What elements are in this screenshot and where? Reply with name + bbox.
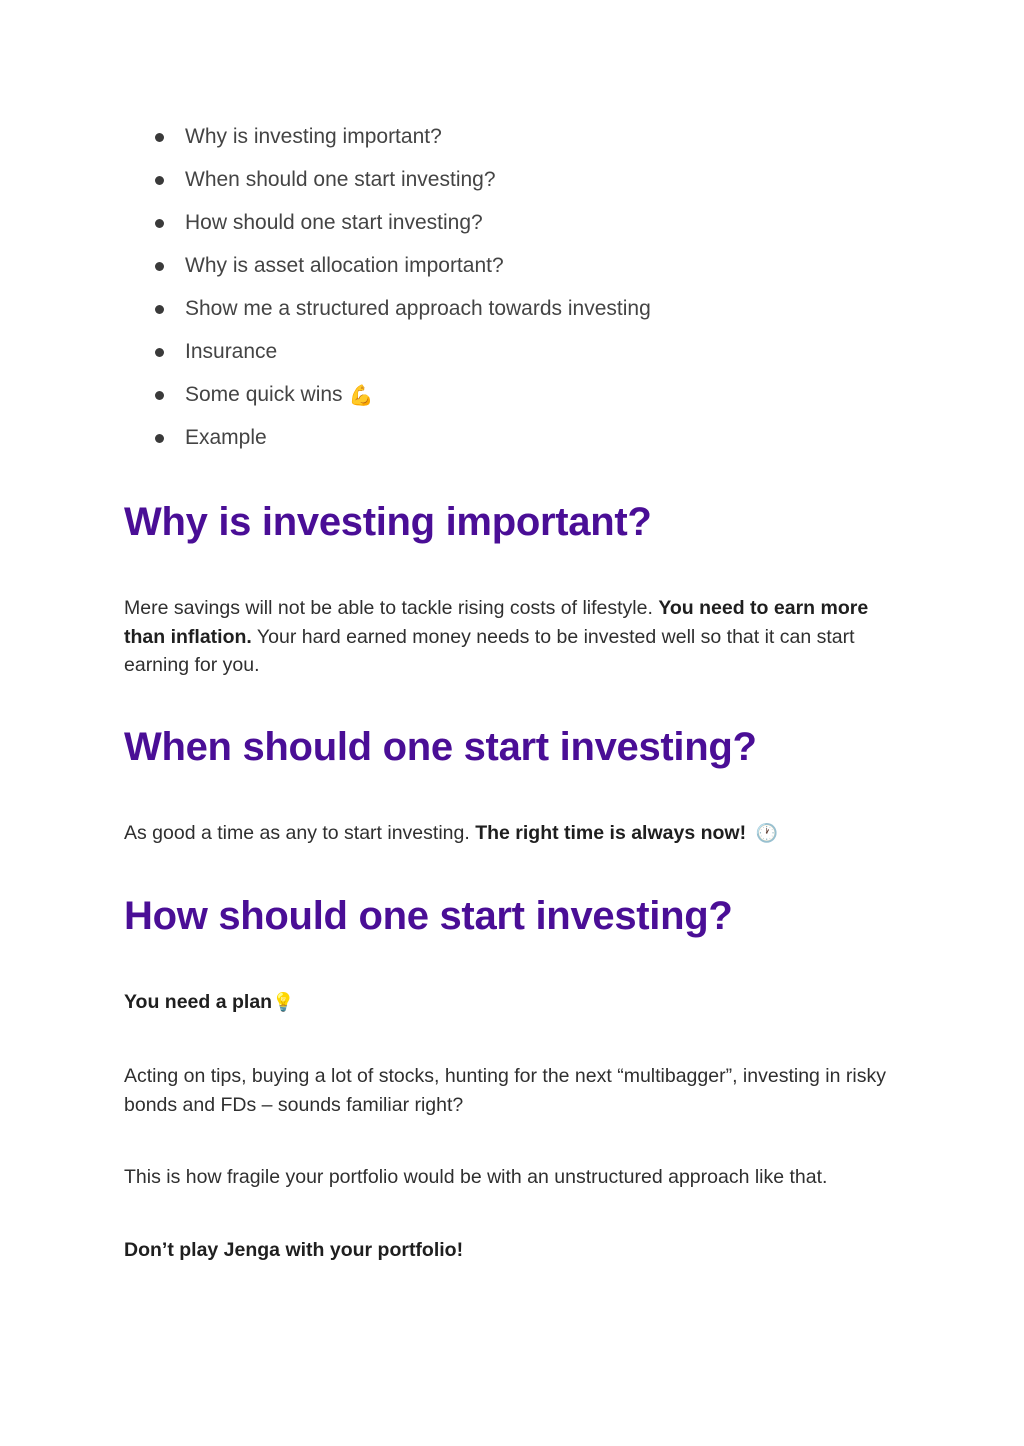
why-text-2: Your hard earned money needs to be invested well so that it can start earning for you.	[124, 625, 855, 676]
how-paragraph-1: Acting on tips, buying a lot of stocks, hunting for the next “multibagger”, investing in risky bonds and FDs – sounds familiar right?	[124, 1065, 886, 1116]
closing-line: Don’t play Jenga with your portfolio!	[124, 1239, 464, 1261]
contents-item-label: When should one start investing?	[185, 168, 496, 191]
contents-item[interactable]	[155, 380, 373, 410]
why-text-1: Mere savings will not be able to tackle rising costs of lifestyle.	[124, 597, 653, 619]
section-heading-why: Why is investing important?	[124, 500, 652, 544]
contents-item-label: Show me a structured approach towards investing	[185, 297, 651, 320]
contents-item-label: Why is asset allocation important?	[185, 254, 504, 277]
bullet-icon	[155, 434, 164, 443]
contents-item-label: How should one start investing?	[185, 211, 483, 234]
contents-item-label: Some quick wins	[185, 383, 343, 406]
section-heading-how: How should one start investing?	[124, 894, 733, 938]
why-paragraph	[124, 594, 914, 680]
how-paragraph-2: This is how fragile your portfolio would be with an unstructured approach like that.	[124, 1166, 828, 1188]
contents-item-label: Why is investing important?	[185, 125, 442, 148]
why-emphasis: You need to earn more than inflation.	[124, 597, 869, 648]
light-bulb-icon: 💡	[272, 992, 295, 1012]
plan-label: You need a plan	[124, 991, 273, 1013]
contents-item[interactable]	[155, 165, 496, 195]
section-heading-when: When should one start investing?	[124, 725, 757, 769]
bullet-icon	[155, 305, 164, 314]
contents-item[interactable]	[155, 423, 267, 453]
contents-item[interactable]	[155, 337, 277, 367]
bullet-icon	[155, 391, 164, 400]
when-text-1: As good a time as any to start investing.	[124, 822, 470, 844]
contents-item[interactable]	[155, 208, 483, 238]
clock-icon: 🕐	[755, 823, 778, 843]
contents-item-label: Insurance	[185, 340, 278, 363]
flexed-biceps-icon: 💪	[348, 384, 374, 407]
contents-item[interactable]	[155, 122, 442, 152]
contents-item[interactable]	[155, 294, 651, 324]
bullet-icon	[155, 133, 164, 142]
plan-line	[124, 988, 914, 1017]
bullet-icon	[155, 262, 164, 271]
contents-item-label: Example	[185, 426, 267, 449]
bullet-icon	[155, 348, 164, 357]
bullet-icon	[155, 219, 164, 228]
bullet-icon	[155, 176, 164, 185]
contents-item[interactable]	[155, 251, 504, 281]
when-emphasis: The right time is always now!	[475, 822, 747, 844]
when-paragraph	[124, 819, 914, 848]
